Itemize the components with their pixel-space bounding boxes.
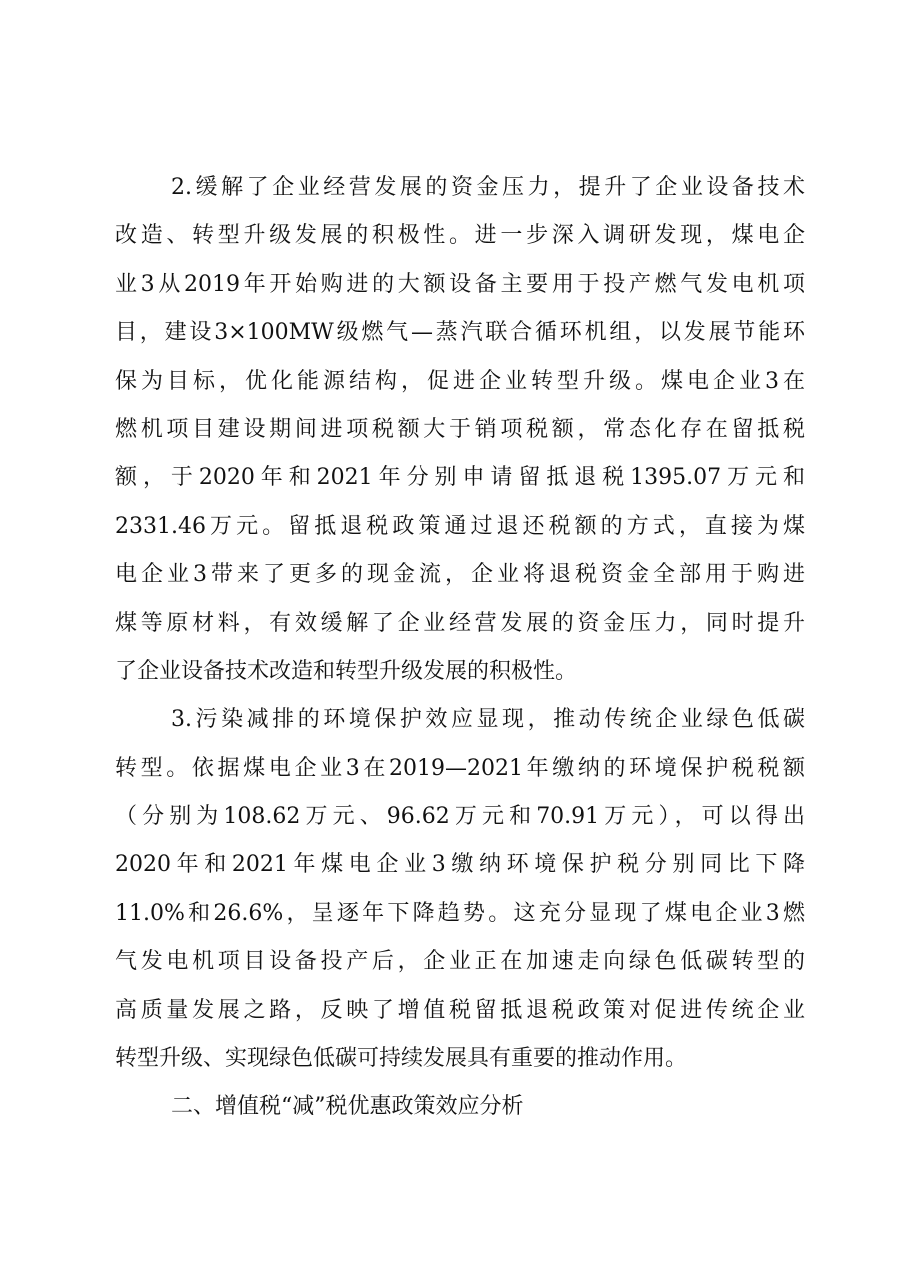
paragraph-line: 目，建设3×100MW级燃气—蒸汽联合循环机组，以发展节能环 xyxy=(115,320,805,346)
paragraph-line: 改造、转型升级发展的积极性。进一步深入调研发现，煤电企 xyxy=(115,223,805,249)
paragraph-line: 2020年和2021年煤电企业3缴纳环境保护税分别同比下降 xyxy=(115,852,805,878)
paragraph-line: 电企业3带来了更多的现金流，企业将退税资金全部用于购进 xyxy=(115,562,805,588)
paragraph-line: （分别为108.62万元、96.62万元和70.91万元），可以得出 xyxy=(115,804,805,830)
paragraph-line: 气发电机项目设备投产后，企业正在加速走向绿色低碳转型的 xyxy=(115,949,805,975)
paragraph-1 xyxy=(115,164,805,696)
paragraph-line: 11.0%和26.6%，呈逐年下降趋势。这充分显现了煤电企业3燃 xyxy=(115,900,805,926)
paragraph-line: 3.污染减排的环境保护效应显现，推动传统企业绿色低碳 xyxy=(171,707,805,733)
paragraph-line: 转型升级、实现绿色低碳可持续发展具有重要的推动作用。 xyxy=(115,1046,688,1072)
paragraph-line: 保为目标，优化能源结构，促进企业转型升级。煤电企业3在 xyxy=(115,368,805,394)
paragraph-line: 2331.46万元。留抵退税政策通过退还税额的方式，直接为煤 xyxy=(115,513,805,539)
paragraph-line: 业3从2019年开始购进的大额设备主要用于投产燃气发电机项 xyxy=(115,271,805,297)
paragraph-line: 额，于2020年和2021年分别申请留抵退税1395.07万元和 xyxy=(115,465,805,491)
paragraph-line: 煤等原材料，有效缓解了企业经营发展的资金压力，同时提升 xyxy=(115,610,805,636)
document-body xyxy=(115,164,805,1132)
paragraph-line: 高质量发展之路，反映了增值税留抵退税政策对促进传统企业 xyxy=(115,997,805,1023)
paragraph-line: 了企业设备技术改造和转型升级发展的积极性。 xyxy=(115,658,578,684)
paragraph-line: 2.缓解了企业经营发展的资金压力，提升了企业设备技术 xyxy=(171,175,805,200)
paragraph-line: 转型。依据煤电企业3在2019—2021年缴纳的环境保护税税额 xyxy=(115,755,805,781)
section-heading: 二、增值税“减”税优惠政策效应分析 xyxy=(171,1094,524,1120)
paragraph-2 xyxy=(115,696,805,1083)
paragraph-line: 燃机项目建设期间进项税额大于销项税额，常态化存在留抵税 xyxy=(115,416,805,442)
